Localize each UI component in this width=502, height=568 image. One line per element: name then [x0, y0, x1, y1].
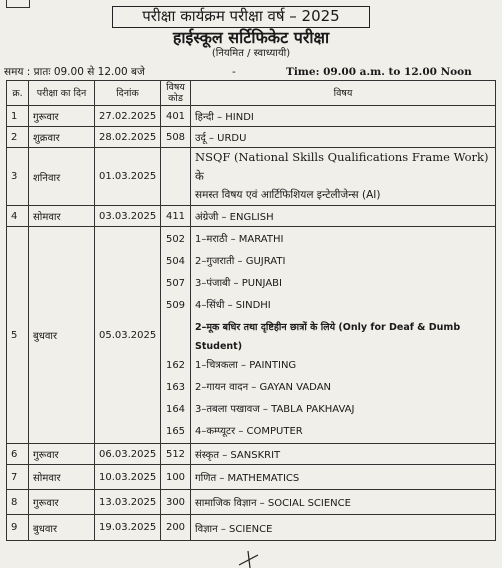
row-subject: सामाजिक विज्ञान – SOCIAL SCIENCE: [191, 490, 496, 515]
row-sn: 8: [7, 490, 29, 515]
sub-code: 164: [165, 404, 186, 415]
sub-subject: 1–मराठी – MARATHI: [195, 234, 284, 245]
sub-subject: 4–सिंधी – SINDHI: [195, 300, 271, 311]
sub-code: 509: [165, 300, 186, 311]
row-day: सोमवार: [29, 206, 95, 227]
sub-subject: 2–गायन वादन – GAYAN VADAN: [195, 382, 332, 393]
row-code: 100: [161, 465, 191, 490]
table-row: [7, 206, 496, 227]
row-sn: 1: [7, 106, 29, 127]
sub-code: 504: [165, 256, 186, 267]
sub-subject-heading: Student): [195, 341, 243, 352]
sub-code: [165, 317, 186, 339]
row-codes: [161, 227, 191, 444]
row-sn: 3: [7, 148, 29, 206]
row-sn: 6: [7, 444, 29, 465]
col-header-subject: विषय: [191, 81, 496, 106]
sub-subject: 3–पंजाबी – PUNJABI: [195, 278, 282, 289]
col-header-date: दिनांक: [95, 81, 161, 106]
row-day: शुक्रवार: [29, 127, 95, 148]
row-day: सोमवार: [29, 465, 95, 490]
row-subject: उर्दू – URDU: [191, 127, 496, 148]
time-separator: -: [232, 66, 236, 78]
table-row: [7, 127, 496, 148]
sub-subject: 1–चित्रकला – PAINTING: [195, 360, 297, 371]
row-day: शनिवार: [29, 148, 95, 206]
signature-mark: [236, 551, 262, 568]
sub-code: 507: [165, 278, 186, 289]
subject-line: समस्त विषय एवं आर्टिफिशियल इन्टेलीजेन्स (AI): [195, 189, 381, 201]
col-header-sn: क्र.: [7, 81, 29, 106]
row-date: 05.03.2025: [95, 227, 161, 444]
row-subject: [191, 148, 496, 206]
corner-stamp: [6, 0, 30, 8]
row-date: 27.02.2025: [95, 106, 161, 127]
page-title: परीक्षा कार्यक्रम परीक्षा वर्ष – 2025: [112, 6, 370, 28]
row-date: 01.03.2025: [95, 148, 161, 206]
row-code: 200: [161, 515, 191, 541]
row-subject: गणित – MATHEMATICS: [191, 465, 496, 490]
table-row: [7, 444, 496, 465]
sub-subject: 4–कम्प्यूटर – COMPUTER: [195, 426, 303, 437]
row-code: 508: [161, 127, 191, 148]
table-row: [7, 227, 496, 444]
table-row: [7, 490, 496, 515]
sub-code: 165: [165, 426, 186, 437]
row-day: गुरूवार: [29, 106, 95, 127]
table-row: [7, 106, 496, 127]
sub-code: 162: [165, 360, 186, 371]
row-subject-list: [191, 227, 496, 444]
exam-schedule-table: [6, 80, 496, 541]
row-day: बुधवार: [29, 515, 95, 541]
col-header-code: विषय कोड: [161, 81, 191, 106]
row-day: गुरूवार: [29, 444, 95, 465]
sub-subject: 2–गुजराती – GUJRATI: [195, 256, 286, 267]
table-header-row: [7, 81, 496, 106]
col-header-day: परीक्षा का दिन: [29, 81, 95, 106]
row-subject: विज्ञान – SCIENCE: [191, 515, 496, 541]
exam-subtitle: हाईस्कूल सर्टिफिकेट परीक्षा: [172, 28, 330, 47]
row-subject: अंग्रेजी – ENGLISH: [191, 206, 496, 227]
row-sn: 2: [7, 127, 29, 148]
row-date: 06.03.2025: [95, 444, 161, 465]
row-code: 411: [161, 206, 191, 227]
row-subject: संस्कृत – SANSKRIT: [191, 444, 496, 465]
row-date: 03.03.2025: [95, 206, 161, 227]
sub-subject-heading: 2–मूक बधिर तथा दृष्टिहीन छात्रों के लिये (Only for Deaf & Dumb: [195, 322, 461, 333]
table-row: [7, 465, 496, 490]
row-date: 28.02.2025: [95, 127, 161, 148]
row-sn: 5: [7, 227, 29, 444]
row-date: 13.03.2025: [95, 490, 161, 515]
time-english: Time: 09.00 a.m. to 12.00 Noon: [286, 66, 472, 78]
table-row: [7, 148, 496, 206]
exam-type-note: (नियमित / स्वाध्यायी): [211, 48, 291, 59]
row-code: [161, 148, 191, 206]
row-date: 19.03.2025: [95, 515, 161, 541]
row-code: 300: [161, 490, 191, 515]
sub-code: 163: [165, 382, 186, 393]
row-day: बुधवार: [29, 227, 95, 444]
table-row: [7, 515, 496, 541]
sub-code: 502: [165, 234, 186, 245]
row-sn: 7: [7, 465, 29, 490]
row-subject: हिन्दी – HINDI: [191, 106, 496, 127]
row-sn: 4: [7, 206, 29, 227]
row-code: 401: [161, 106, 191, 127]
row-date: 10.03.2025: [95, 465, 161, 490]
sub-code: [165, 339, 186, 355]
row-sn: 9: [7, 515, 29, 541]
row-code: 512: [161, 444, 191, 465]
row-day: गुरूवार: [29, 490, 95, 515]
subject-line: NSQF (National Skills Qualifications Frame Work) के: [195, 150, 489, 183]
sub-subject: 3–तबला पखावज – TABLA PAKHAVAJ: [195, 404, 355, 415]
time-hindi: समय : प्रातः 09.00 से 12.00 बजे: [4, 66, 145, 78]
